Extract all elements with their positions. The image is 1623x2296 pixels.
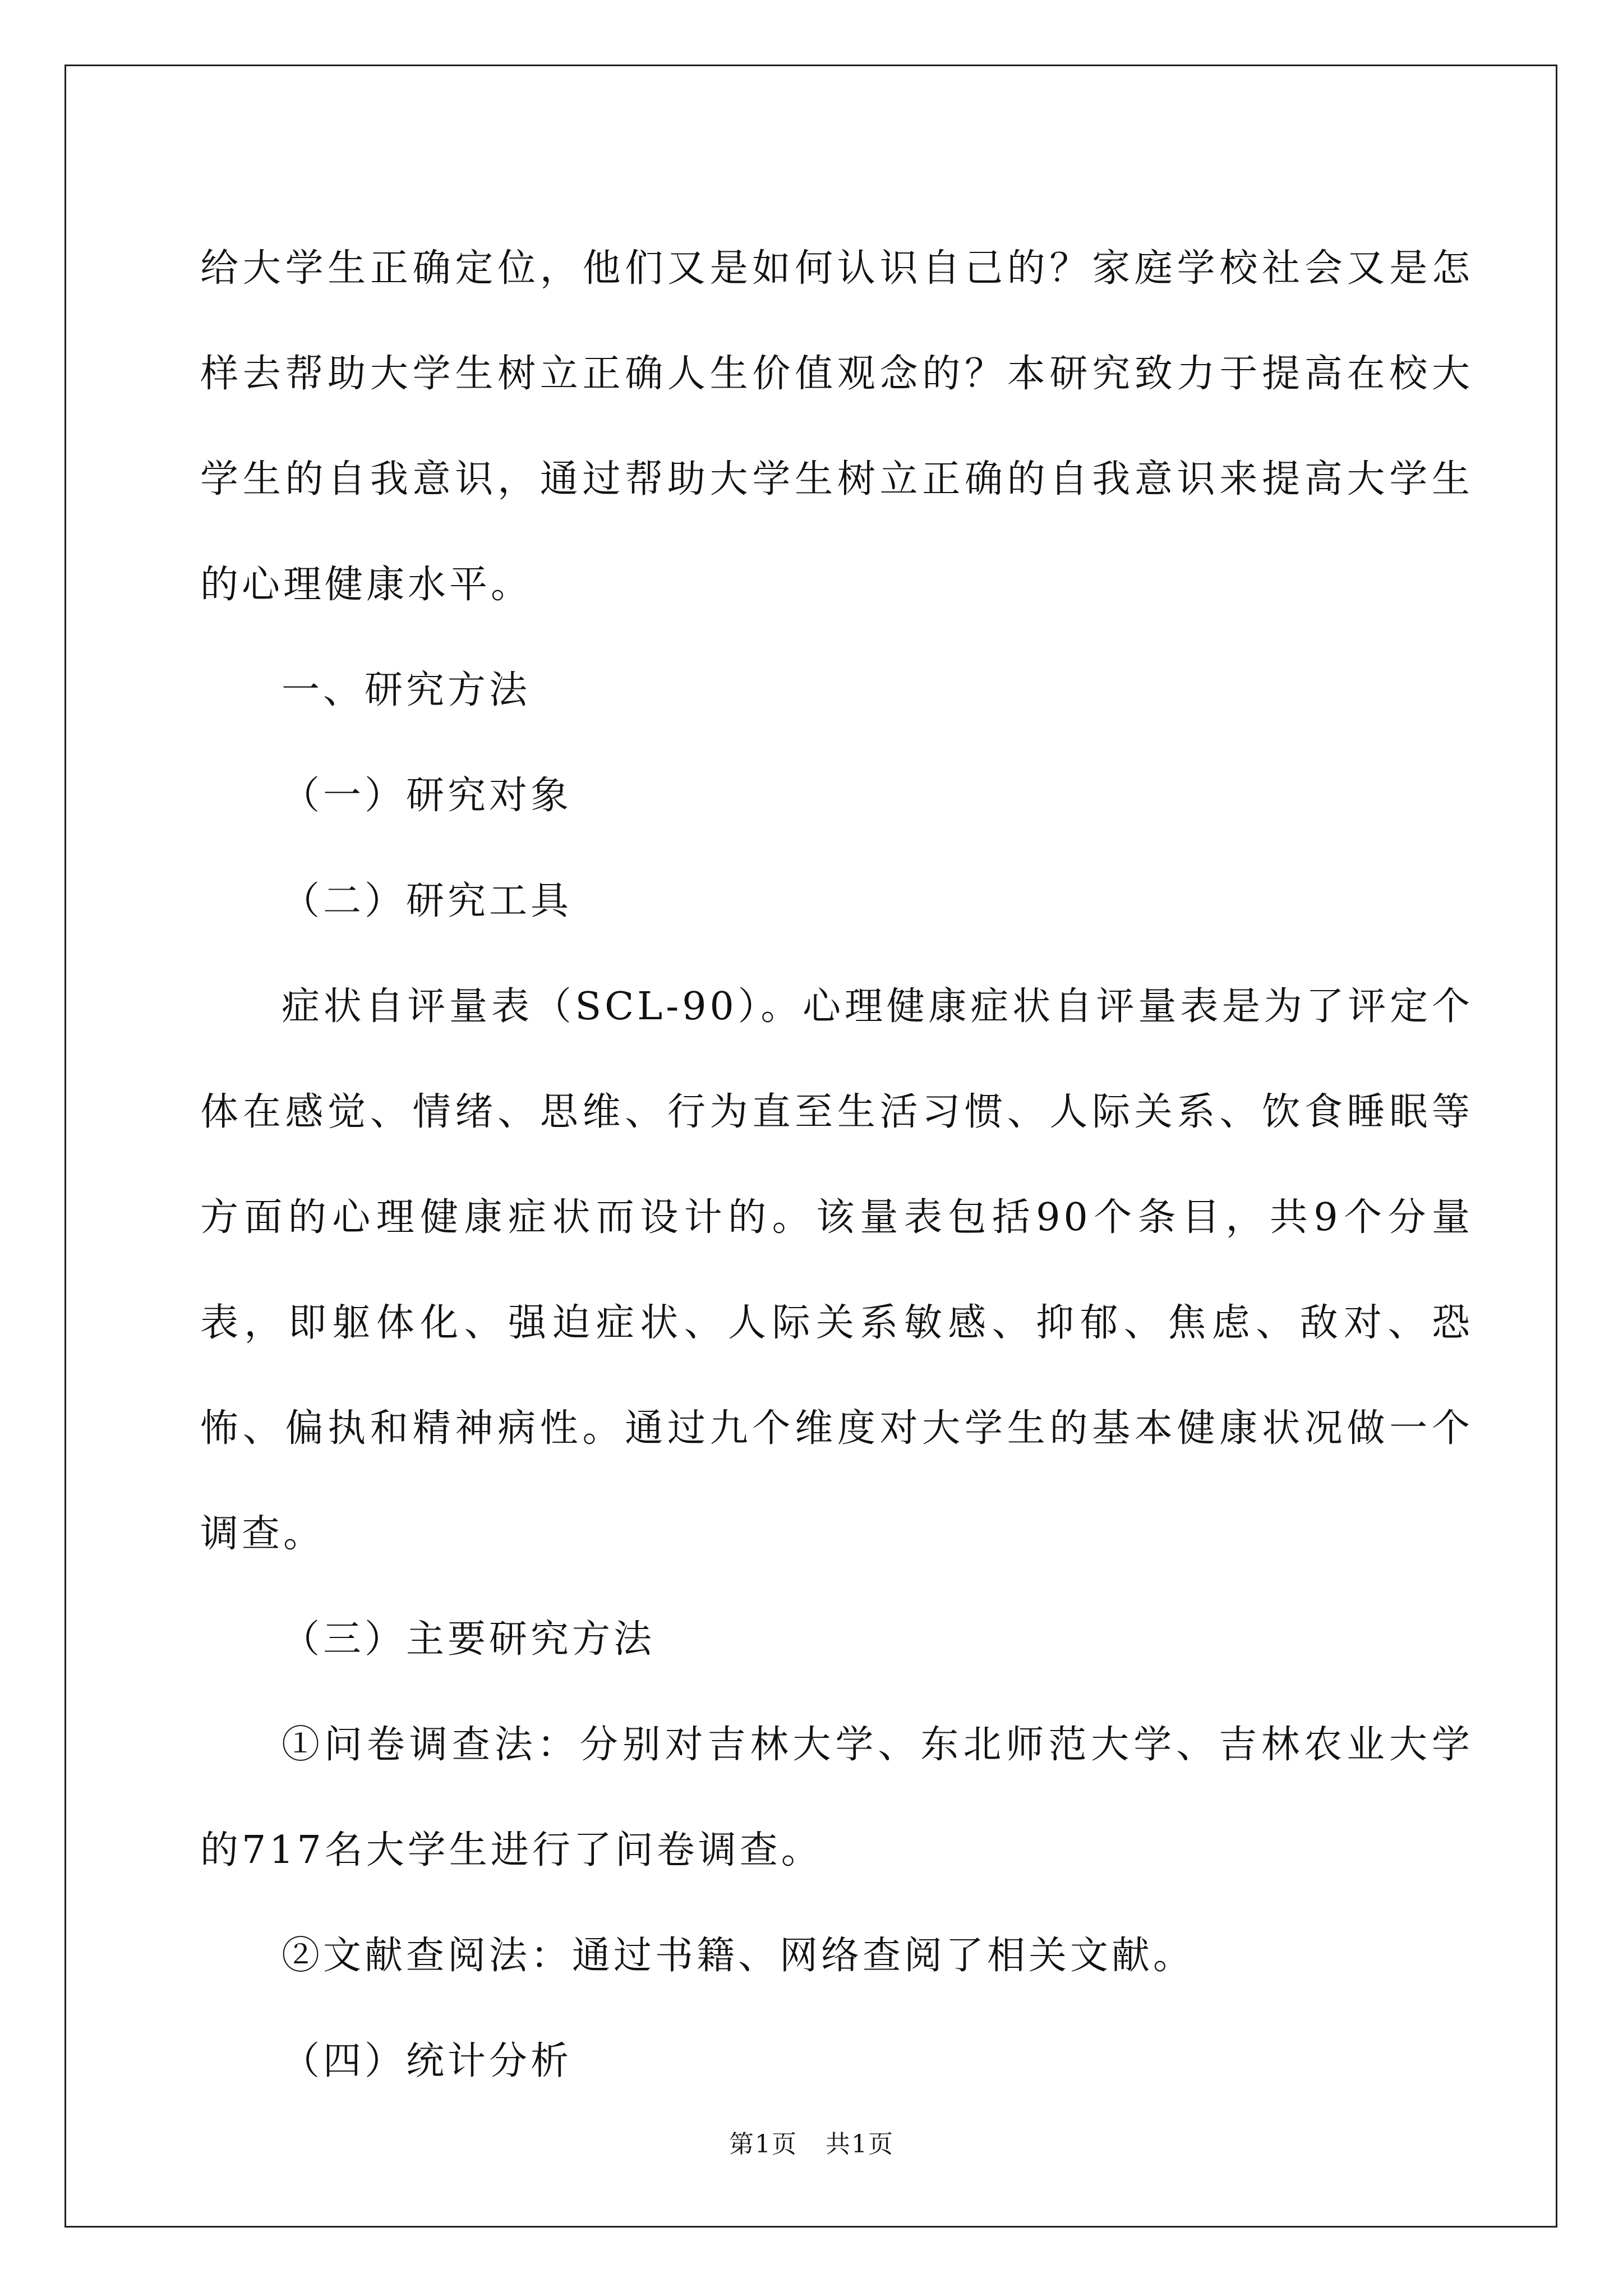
page-number: 第1页 bbox=[729, 2130, 797, 2159]
heading-statistics: （四）统计分析 bbox=[282, 2039, 573, 2083]
document-body bbox=[200, 216, 1473, 2114]
scl90-paragraph: 症状自评量表（SCL-90）。心理健康症状自评量表是为了评定个体在感觉、情绪、思维、行为直至生活习惯、人际关系、饮食睡眠等方面的心理健康症状而设计的。该量表包括90个条目，共9个分量表，即躯体化、强迫症状、人际关系敏感、抑郁、焦虑、敌对、恐怖、偏执和精神病性。通过九个维度对大学生的基本健康状况做一个调查。 bbox=[200, 984, 1473, 1556]
questionnaire-paragraph: ①问卷调查法：分别对吉林大学、东北师范大学、吉林农业大学的717名大学生进行了问卷调查。 bbox=[200, 1723, 1473, 1872]
heading-research-tools: （二）研究工具 bbox=[282, 879, 573, 923]
page-footer bbox=[0, 2124, 1623, 2160]
heading-research-subjects: （一）研究对象 bbox=[282, 774, 573, 818]
intro-paragraph: 给大学生正确定位，他们又是如何认识自己的？家庭学校社会又是怎样去帮助大学生树立正确人生价值观念的？本研究致力于提高在校大学生的自我意识，通过帮助大学生树立正确的自我意识来提高大学生的心理健康水平。 bbox=[200, 246, 1473, 607]
heading-research-methods: 一、研究方法 bbox=[282, 668, 531, 712]
literature-paragraph: ②文献查阅法：通过书籍、网络查阅了相关文献。 bbox=[282, 1934, 1195, 1978]
page-total: 共1页 bbox=[826, 2130, 894, 2159]
heading-main-methods: （三）主要研究方法 bbox=[282, 1617, 656, 1662]
